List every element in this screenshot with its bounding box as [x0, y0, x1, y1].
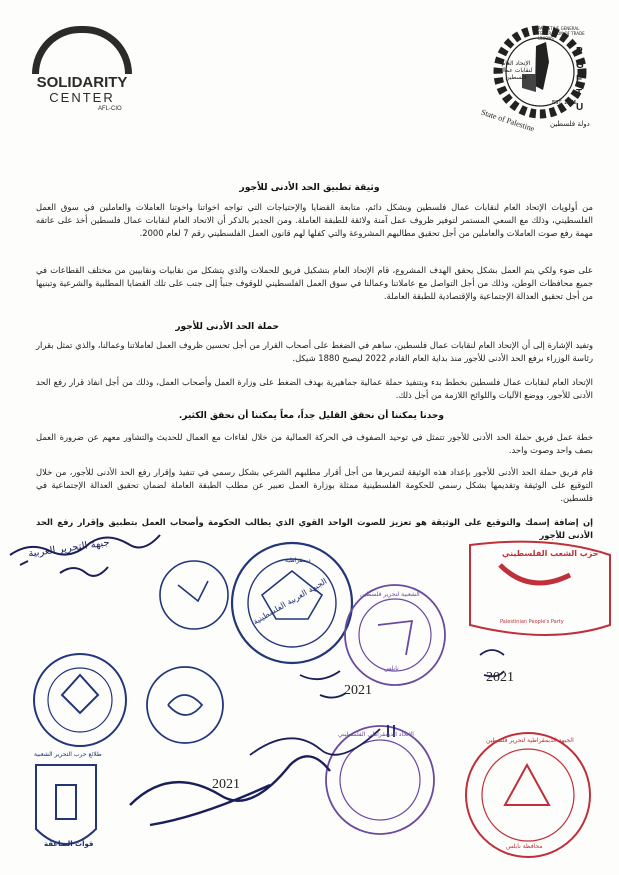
logo-arc-icon: [32, 26, 132, 74]
section-heading-together: وحدنا يمكننا أن نحقق القليل جداً، معاً يمكننا أن نحقق الكثير.: [178, 411, 444, 421]
stamp-label-peoples-party: حزب الشعب الفلسطيني: [502, 549, 599, 558]
paragraph-3: وتفيد الإشارة إلى أن الإتحاد العام لنقابات عمال فلسطين، ساهم في الضغط على أصحاب القرار من أجل تحسين ظروف العمل لعاملاتنا وعمالنا، والذي تمثل بقرار رئاسة الوزراء برفع الحد الأدنى للأجور منذ بداية العام القادم 2022 ليصبح 1880 شيكل.: [36, 340, 593, 363]
paragraph-5: خطة عمل فريق حملة الحد الأدنى للأجور تتمثل في توحيد الصفوف في الحركة العمالية من خلال لقاءات مع العمال للحديث والتشاور معهم عن ضرورة العمل بصف واحد وصوت واحد.: [36, 432, 593, 455]
logo-text-line2: CENTER: [49, 90, 115, 105]
paragraph-7: إن إضافة إسمك والتوقيع على الوثيقة هو تعزيز للصوت الواحد القوي الذي يطالب الحكومة وأصحاب العمل بتطبيق وإقرار رفع الحد الأدنى للأجور: [36, 517, 593, 540]
stamp-label-democratic-sub: محافظة نابلس: [506, 843, 543, 850]
svg-text:G: G: [576, 60, 584, 71]
pgftu-arabic-name: الإتحاد العام لنقابات عمال فلسطين: [499, 60, 533, 81]
stamp-label-vanguard-top: طلائع حرب التحرير الشعبية: [34, 751, 102, 758]
stamp-label-democratic: الجبهة الديمقراطية لتحرير فلسطين: [486, 737, 574, 744]
stamp-small-left: [160, 561, 228, 629]
pgftu-state-en: State of Palestine: [479, 107, 536, 134]
svg-text:U: U: [576, 102, 584, 113]
paragraph-1: من أولويات الإتحاد العام لنقابات عمال فلسطين وبشكل دائم، متابعة القضايا والإحتياجات التي تواجه اخواتنا واخوتنا العاملات والعاملين في سوق العمل الفلسطيني، وذلك مع السعي المستمر لتوفير ظروف عمل آمنة ولائقة للطبقة العاملة. ومن الجدير بالذكر أن الاتحاد العام لنقابات عمال فلسطين أخذ على عاتقه مهمة رفع صوت العاملات والعاملين من أجل تحقيق مطالبهم المشروعة والتي كفلها لهم قانون العمل الفلسطيني رقم 7 لعام 2000.: [36, 202, 593, 238]
stamp-left-round: [34, 654, 126, 746]
pgftu-est: EST. 1965: [552, 100, 577, 106]
stamp-label-vanguard: قوات الصاعقة: [44, 840, 94, 848]
stamp-center-blue: [147, 667, 223, 743]
stamp-vanguard: [36, 765, 96, 844]
signature-date-1: 2021: [344, 683, 372, 698]
stamp-label-front: الجبهة العربية الفلسطينية: [251, 576, 329, 627]
pgftu-ring-text: PALESTINE GENERAL FEDERATION OF TRADE UNIONS: [538, 26, 585, 41]
section-heading-campaign: حملة الحد الأدنى للأجور: [175, 322, 279, 332]
logo-text-line1: SOLIDARITY: [36, 74, 128, 91]
stamp-label-nablus-sub: نابلس: [384, 665, 399, 672]
stamp-democratic-front: [466, 733, 590, 857]
signature-date-3: 2021: [212, 777, 240, 792]
document-title: وثيقة تطبيق الحد الأدنى للأجور: [239, 182, 380, 193]
stamp-label-nablus: الشعبية لتحرير فلسطين: [360, 591, 420, 598]
stamp-label-center-bottom: الاتحاد الديمقراطي الفلسطيني: [338, 731, 414, 738]
svg-text:F: F: [576, 74, 583, 85]
stamp-label-front-sub: ديمقراطية: [285, 557, 311, 564]
logo-text-line3: AFL-CIO: [98, 106, 122, 112]
stamp-center-violet: [326, 726, 434, 834]
svg-text:T: T: [576, 88, 583, 99]
signature-date-2: 2021: [486, 670, 514, 685]
svg-text:P: P: [576, 46, 583, 57]
signatures-area: [0, 525, 619, 875]
stamp-label-peoples-party-sub: Palestinian People's Party: [500, 619, 564, 625]
solidarity-center-logo: [26, 22, 138, 114]
pgftu-logo: [478, 20, 598, 134]
signatures-drawing: [0, 525, 619, 875]
paragraph-6: قام فريق حملة الحد الأدنى للأجور بإعداد هذه الوثيقة لتمريرها من أجل أقرار مطلبهم الشرعي بشكل رسمي في تنفيذ وإقرار رفع الحد الأدنى للأجور، من خلال التوقيع على الوثيقة وتقديمها بشكل رسمي للحكومة الفلسطينية ممثلة بوزارة العمل تعبير عن مطلب الطبقة العاملة لضمان تحقيق العدالة الإجتماعية في فلسطين.: [36, 467, 593, 503]
paragraph-4: الإتحاد العام لنقابات عمال فلسطين بخطط بدء وبتنفيذ حملة عمالية جماهيرية بهدف الضغط على وزارة العمل وأصحاب العمل، وذلك من أجل انفاذ قرار رفع الحد الأدنى للأجور، ووضع الآليات واللوائح اللازمة من أجل ذلك.: [36, 377, 593, 400]
signature-label-arab-front: جبهة التحرير العربية: [27, 537, 111, 560]
pgftu-state-ar: دولة فلسطين: [550, 120, 590, 128]
paragraph-2: على ضوء ولكي يتم العمل بشكل يحقق الهدف المشروع، قام الإتحاد العام بتشكيل فريق للحملات والذي يتشكل من نقابيات ونقابيين من مختلف القطاعات في جميع محافظات الوطن، وذلك من أجل التواصل مع عاملاتنا وعمالنا في سوق العمل الفلسطيني للوقوف جنباً إلى جنب على تلك القضايا المطلبية والشرعية وتبنيها من أجل تحقيق العدالة الإجتماعية والإقتصادية للطبقة العاملة.: [36, 265, 593, 301]
